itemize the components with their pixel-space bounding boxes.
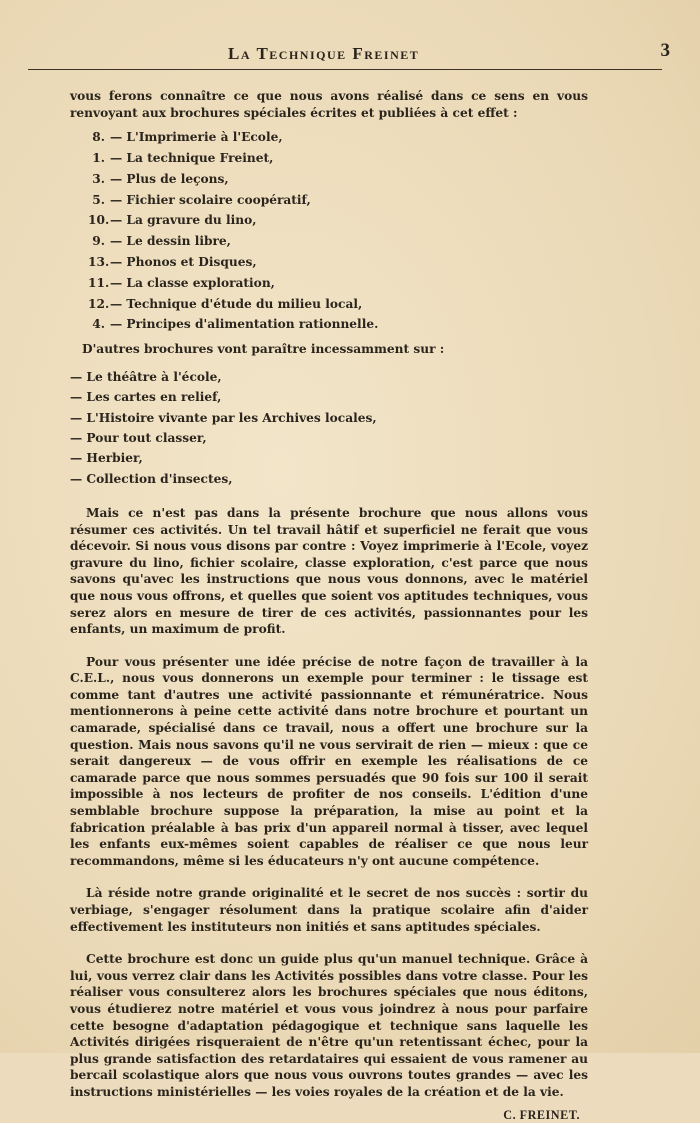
item-label: — La classe exploration,: [110, 275, 275, 290]
list-item: [88, 294, 588, 315]
item-number: 8.: [92, 130, 105, 145]
body-paragraph: Pour vous présenter une idée précise de notre façon de travailler à la C.E.L., nous vous donnerons un exemple pour terminer : le tissage est comme tant d'autres une activité passionnante et rémunératrice. Nous mentionnerons à peine cette activité dans notre brochure et pourtant un camarade, spécialisé dans ce travail, nous a offert une brochure sur la question. Mais nous savons qu'il ne vous servirait de rien — mieux : que ce serait dangereux — de vous offrir en exemple les réalisations de ce camarade parce que nous sommes persuadés que 90 fois sur 100 il serait impossible à nos lecteurs de profiter de nos conseils. L'édition d'une semblable brochure suppose la préparation, la mise au point et la fabrication préalable à bas prix d'un appareil normal à tisser, avec lequel les enfants eux-mêmes soient capables de réaliser ce que nous leur recommandons, même si les éducateurs n'y ont aucune compétence.: [70, 654, 588, 868]
author-signature: C. FREINET.: [503, 1107, 580, 1122]
item-label: — Fichier scolaire coopératif,: [110, 192, 311, 207]
item-number: 5.: [92, 192, 105, 207]
item-number: 3.: [92, 171, 105, 186]
item-number: 13.: [88, 254, 110, 269]
upcoming-heading: D'autres brochures vont paraître incessamment sur :: [82, 342, 445, 357]
item-label: — La technique Freinet,: [110, 150, 274, 165]
brochure-list: [88, 127, 588, 335]
item-label: — Principes d'alimentation rationnelle.: [110, 317, 379, 332]
item-label: — L'Imprimerie à l'Ecole,: [110, 130, 283, 145]
item-number: 4.: [92, 317, 105, 332]
item-number: 10.: [88, 213, 110, 228]
intro-paragraph: vous ferons connaître ce que nous avons réalisé dans ce sens en vous renvoyant aux brochures spéciales écrites et publiées à cet effet :: [70, 89, 588, 120]
page-body: [70, 88, 588, 1123]
list-item: [88, 273, 588, 294]
list-item: — Le théâtre à l'école,: [70, 370, 222, 385]
list-item: [88, 231, 588, 252]
list-item: [88, 148, 588, 169]
item-label: — Plus de leçons,: [110, 171, 229, 186]
item-label: — La gravure du lino,: [110, 213, 257, 228]
page-number: 3: [660, 40, 670, 61]
list-item: — Collection d'insectes,: [70, 471, 233, 486]
list-item: — L'Histoire vivante par les Archives locales,: [70, 410, 377, 425]
list-item: — Pour tout classer,: [70, 431, 207, 446]
body-paragraph: Là réside notre grande originalité et le secret de nos succès : sortir du verbiage, s'engager résolument dans la pratique scolaire afin d'aider effectivement les instituteurs non initiés et sans aptitudes spéciales.: [70, 886, 588, 934]
list-item: — Herbier,: [70, 451, 143, 466]
header-rule: [28, 69, 662, 70]
list-item: [88, 169, 588, 190]
body-paragraph: Cette brochure est donc un guide plus qu'un manuel technique. Grâce à lui, vous verrez clair dans les Activités possibles dans votre classe. Pour les réaliser vous consulterez alors les brochures spéciales que nous éditons, vous étudierez notre matériel et vous vous joindrez à nous pour parfaire cette besogne d'adaptation pédagogique et technique sans laquelle les Activités dirigées risqueraient de n'être qu'un retentissant échec, pour la plus grande satisfaction des retardataires qui essaient de vous ramener au bercail scolastique alors que nous vous ouvrons toutes grandes — avec les instructions ministérielles — les voies royales de la création et de la vie.: [70, 952, 588, 1099]
list-item: — Les cartes en relief,: [70, 390, 222, 405]
list-item: [88, 210, 588, 231]
list-item: [88, 314, 588, 335]
body-paragraph: Mais ce n'est pas dans la présente brochure que nous allons vous résumer ces activités. Un tel travail hâtif et superficiel ne ferait que vous décevoir. Si nous vous disons par contre : Voyez imprimerie à l'Ecole, voyez gravure du lino, fichier scolaire, classe exploration, c'est parce que nous savons qu'avec les instructions que nous vous donnons, avec le matériel que nous vous offrons, et quelles que soient vos aptitudes techniques, vous serez alors en mesure de tirer de ces activités, passionnantes pour les enfants, un maximum de profit.: [70, 505, 588, 637]
item-number: 12.: [88, 296, 110, 311]
list-item: [88, 127, 588, 148]
item-label: — Le dessin libre,: [110, 234, 231, 249]
page-header: [28, 40, 670, 70]
item-number: 9.: [92, 234, 105, 249]
list-item: [88, 190, 588, 211]
item-label: — Phonos et Disques,: [110, 254, 257, 269]
list-item: [88, 252, 588, 273]
running-title: La Technique Freinet: [228, 44, 420, 63]
upcoming-list: [70, 367, 588, 489]
item-number: 1.: [92, 150, 105, 165]
item-number: 11.: [88, 275, 110, 290]
item-label: — Technique d'étude du milieu local,: [110, 296, 363, 311]
